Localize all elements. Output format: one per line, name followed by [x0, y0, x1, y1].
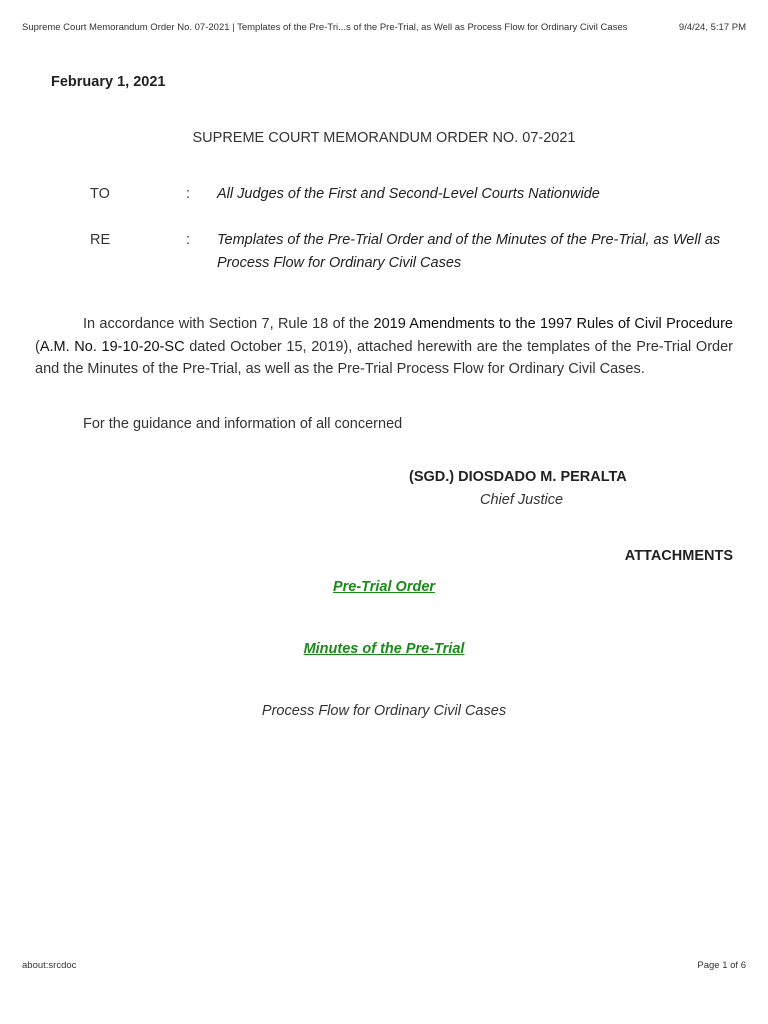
signatory-title: Chief Justice — [480, 492, 564, 508]
to-colon: : — [186, 186, 191, 202]
re-label: RE — [90, 232, 111, 248]
body-part2: ( — [35, 338, 40, 355]
print-header — [22, 22, 746, 36]
rules-reference: 2019 Amendments to the 1997 Rules of Civil Procedure — [373, 316, 733, 332]
print-header-datetime: 9/4/24, 5:17 PM — [678, 22, 746, 33]
print-header-title: Supreme Court Memorandum Order No. 07-2021 | Templates of the Pre-Tri...s of the Pre-Trial, as Well as Process Flow for Ordinary Civil Cases — [22, 22, 628, 33]
re-value: Templates of the Pre-Trial Order and of the Minutes of the Pre-Trial, as Well as Process Flow for Ordinary Civil Cases — [217, 232, 721, 271]
body-paragraph — [35, 313, 733, 381]
attachment-item-minutes — [0, 641, 768, 657]
re-colon: : — [186, 232, 191, 248]
pre-trial-order-link[interactable]: Pre-Trial Order — [332, 579, 436, 595]
to-value: All Judges of the First and Second-Level Courts Nationwide — [217, 186, 600, 202]
print-footer-url: about:srcdoc — [22, 960, 77, 971]
minutes-of-pre-trial-link[interactable]: Minutes of the Pre-Trial — [303, 641, 465, 657]
memo-date: February 1, 2021 — [51, 74, 166, 90]
closing-paragraph: For the guidance and information of all concerned — [83, 416, 403, 432]
body-part3: dated October 15, 2019), attached herewith are the templates of the Pre-Trial Order and the Minutes of the Pre-Trial, as well as the Pre-Trial Process Flow for Ordinary Civil Cases. — [35, 338, 733, 378]
process-flow-item: Process Flow for Ordinary Civil Cases — [261, 703, 507, 719]
to-label: TO — [90, 186, 110, 202]
body-part1: In accordance with Section 7, Rule 18 of the — [83, 316, 374, 332]
am-reference: A.M. No. 19-10-20-SC — [39, 338, 185, 355]
signatory-name: (SGD.) DIOSDADO M. PERALTA — [409, 469, 627, 485]
memo-title: SUPREME COURT MEMORANDUM ORDER NO. 07-2021 — [192, 130, 576, 146]
attachment-item-pre-trial-order — [0, 579, 768, 595]
print-footer — [22, 960, 746, 971]
print-footer-page: Page 1 of 6 — [697, 960, 746, 971]
attachments-heading: ATTACHMENTS — [624, 548, 733, 564]
